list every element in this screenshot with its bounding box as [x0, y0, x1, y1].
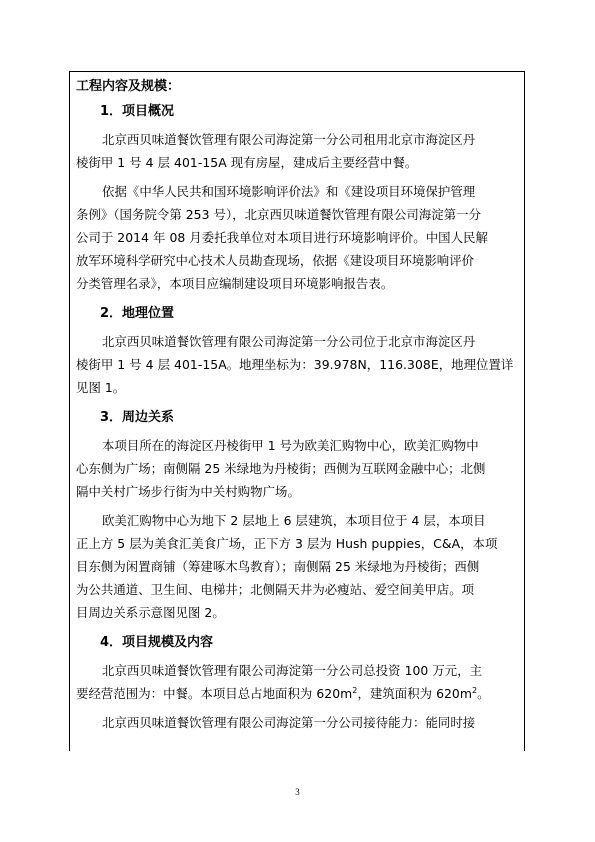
paragraph: [76, 180, 522, 295]
paragraph: [76, 128, 522, 174]
text-line: 北京西贝味道餐饮管理有限公司海淀第一分公司租用北京市海淀区丹: [102, 132, 476, 147]
text-line: 依据《中华人民共和国环境影响评价法》和《建设项目环境保护管理: [102, 184, 476, 199]
text-line: 公司于 2014 年 08 月委托我单位对本项目进行环境影响评价。中国人民解: [76, 230, 488, 245]
paragraph: [76, 711, 522, 734]
superscript: 2: [472, 685, 478, 695]
text-line: 心东侧为广场；南侧隔 25 米绿地为丹棱街；西侧为互联网金融中心；北侧: [76, 461, 486, 476]
document-body: [76, 75, 522, 740]
text-line: 为公共通道、卫生间、电梯井；北侧隔天井为必瘦站、爱空间美甲店。项: [76, 582, 475, 597]
text-line: 正上方 5 层为美食汇美食广场，正下方 3 层为 Hush puppies，C&A，本项: [76, 536, 498, 551]
text-line: 目周边关系示意图见图 2。: [76, 605, 225, 620]
text-line: 本项目所在的海淀区丹棱街甲 1 号为欧美汇购物中心，欧美汇购物中: [102, 438, 479, 453]
superscript: 2: [352, 685, 358, 695]
text-line: 分类管理名录》，本项目应编制建设项目环境影响报告表。: [76, 276, 394, 291]
page-number: 3: [295, 787, 300, 797]
section-heading: 工程内容及规模：: [76, 79, 181, 94]
text-line: 棱街甲 1 号 4 层 401-15A 现有房屋，建成后主要经营中餐。: [76, 155, 418, 170]
text-line: 目东侧为闲置商铺（筹建啄木鸟教育）；南侧隔 25 米绿地为丹棱街；西侧: [76, 559, 480, 574]
paragraph: [76, 659, 522, 705]
text-line: 棱街甲 1 号 4 层 401-15A。地理坐标为：39.978N，116.308E，地理位置详: [76, 357, 514, 372]
text-line: 放军环境科学研究中心技术人员勘查现场，依据《建设项目环境影响评价: [76, 253, 475, 268]
text-line: 隔中关村广场步行街为中关村购物广场。: [76, 484, 300, 499]
text-line: 北京西贝味道餐饮管理有限公司海淀第一分公司接待能力：能同时接: [102, 715, 476, 730]
section-title: 2．地理位置: [100, 306, 175, 321]
content-frame: [69, 71, 525, 751]
text-line: 见图 1。: [76, 380, 126, 395]
text-line: 要经营范围为：中餐。本项目总占地面积为 $620m^2$，建筑面积为 $620m^2$。: [76, 685, 490, 701]
section-title: 4．项目规模及内容: [100, 635, 214, 650]
text-line: 条例》（国务院令第 253 号），北京西贝味道餐饮管理有限公司海淀第一分: [76, 207, 482, 222]
paragraph: [76, 330, 522, 399]
paragraph: [76, 434, 522, 503]
paragraph: [76, 509, 522, 624]
text-line: 欧美汇购物中心为地下 2 层地上 6 层建筑，本项目位于 4 层，本项目: [102, 513, 486, 528]
text-line: 北京西贝味道餐饮管理有限公司海淀第一分公司总投资 100 万元，主: [102, 663, 483, 678]
section-title: 1．项目概况: [100, 104, 175, 119]
text-line: 北京西贝味道餐饮管理有限公司海淀第一分公司位于北京市海淀区丹: [102, 334, 476, 349]
section-title: 3．周边关系: [100, 410, 175, 425]
